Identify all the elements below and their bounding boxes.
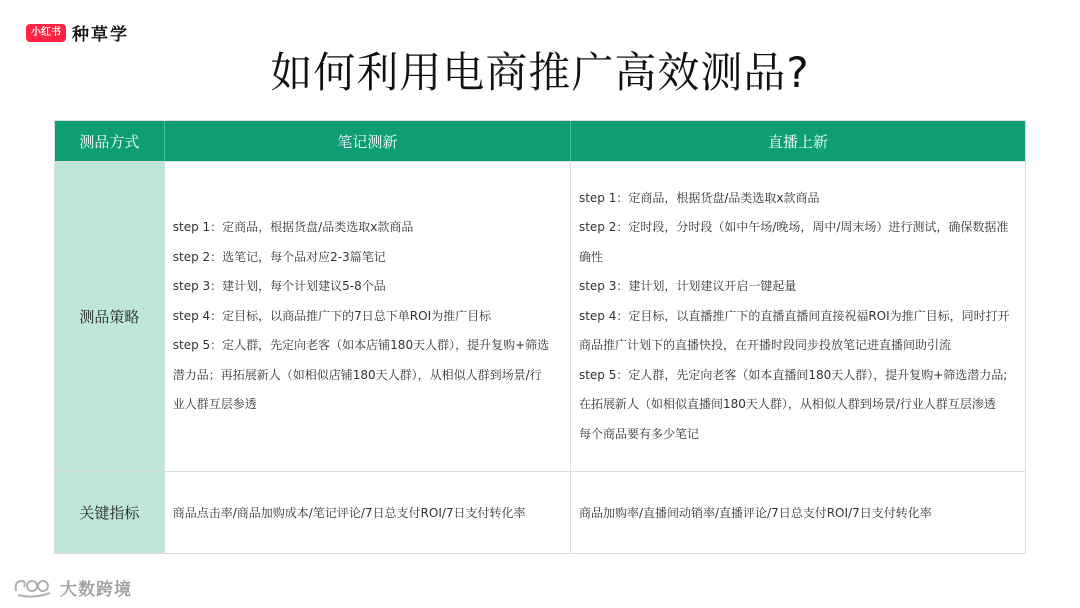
notes-step-line: 业人群互层参透 [172,397,257,412]
dashu-logo-icon [12,577,54,599]
notes-step-line: step 5：定人群，先定向老客（如本店铺180天人群），提升复购+筛选 [172,338,550,353]
table-row-strategy [55,161,1025,471]
notes-step-line: step 2：选笔记，每个品对应2-3篇笔记 [172,249,386,264]
comparison-table [54,120,1026,554]
live-step-line: step 2：定时段，分时段（如中午场/晚场，周中/周末场）进行测试，确保数据准 [578,220,1009,235]
live-step-line: step 5：定人群，先定向老客（如本直播间180天人群），提升复购+筛选潜力品; [578,367,1008,382]
header-method: 测品方式 [55,121,165,161]
live-strategy-cell [571,162,1025,471]
live-step-line: step 4：定目标，以直播推广下的直播直播间直接祝福ROI为推广目标，同时打开 [578,308,1010,323]
notes-step-line: step 3：建计划，每个计划建议5-8个品 [172,279,386,294]
row-label-metrics: 关键指标 [55,472,165,553]
live-metrics-cell [571,472,1025,553]
notes-metrics-text: 商品点击率/商品加购成本/笔记评论/7日总支付ROI/7日支付转化率 [172,506,526,520]
footer-text: 大数跨境 [60,580,132,600]
notes-metrics-cell [165,472,571,553]
live-step-line: step 1：定商品，根据货盘/品类选取x款商品 [578,190,820,205]
live-step-line: 确性 [578,249,603,264]
notes-step-line: step 1：定商品，根据货盘/品类选取x款商品 [172,220,414,235]
table-header-row [55,121,1025,161]
header-notes-test: 笔记测新 [165,121,571,161]
live-step-line: 每个商品要有多少笔记 [578,426,699,441]
notes-step-line: step 4：定目标，以商品推广下的7日总下单ROI为推广目标 [172,308,492,323]
notes-strategy-cell [165,162,571,471]
live-step-line: 在拓展新人（如相似直播间180天人群），从相似人群到场景/行业人群互层渗透 [578,397,996,412]
notes-step-line: 潜力品；再拓展新人（如相似店铺180天人群），从相似人群到场景/行 [172,367,542,382]
live-step-line: 商品推广计划下的直播快投，在开播时段同步投放笔记进直播间助引流 [578,338,951,353]
footer-watermark [12,575,132,600]
xiaohongshu-badge: 小红书 [26,24,66,42]
row-label-strategy: 测品策略 [55,162,165,471]
header-live-launch: 直播上新 [767,132,828,151]
page-title: 如何利用电商推广高效测品? [270,48,810,97]
table-row-metrics [55,471,1025,553]
brand-name: 种草学 [72,25,129,45]
live-step-line: step 3：建计划，计划建议开启一键起量 [578,279,797,294]
live-metrics-text: 商品加购率/直播间动销率/直播评论/7日总支付ROI/7日支付转化率 [578,506,932,520]
